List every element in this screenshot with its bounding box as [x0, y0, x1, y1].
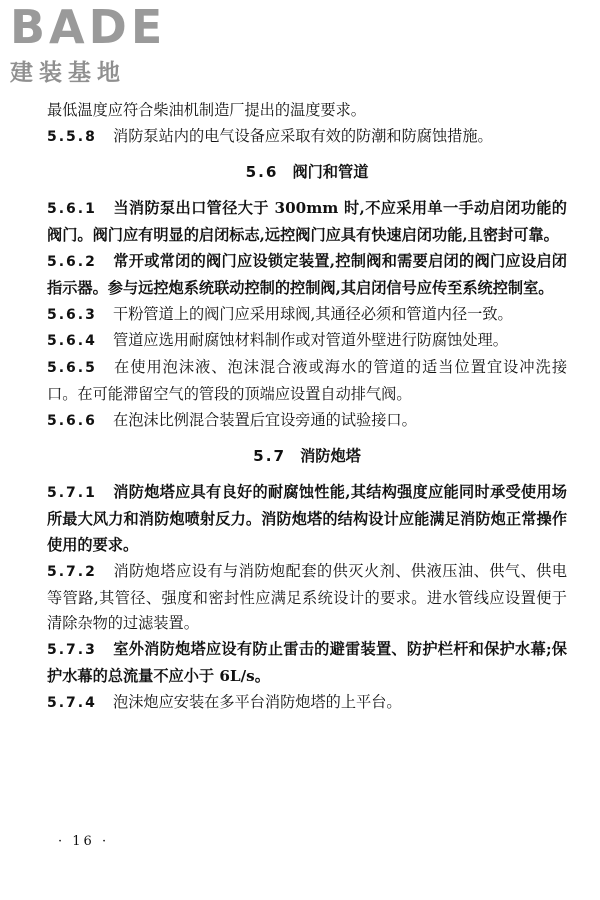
clause-5-6-3	[47, 302, 567, 329]
bade-logo	[10, 0, 180, 86]
clause-text: 室外消防炮塔应设有防止雷击的避雷装置、防护栏杆和保护水幕;保护水幕的总流量不应小于 6L/s。	[47, 640, 567, 685]
clause-5-7-3	[47, 637, 567, 690]
clause-number: 5.6.2	[47, 253, 97, 270]
continuation-text: 最低温度应符合柴油机制造厂提出的温度要求。	[47, 101, 366, 119]
section-title: 消防炮塔	[300, 446, 361, 465]
clause-text: 消防炮塔应具有良好的耐腐蚀性能,其结构强度应能同时承受使用场所最大风力和消防炮喷射反力。消防炮塔的结构设计应能满足消防炮正常操作使用的要求。	[47, 483, 567, 554]
clause-number: 5.5.8	[47, 128, 97, 145]
section-number: 5.7	[253, 446, 287, 465]
clause-number: 5.7.1	[47, 485, 97, 502]
clause-5-7-4	[47, 690, 567, 717]
section-number: 5.6	[245, 162, 279, 181]
clause-number: 5.6.3	[47, 306, 97, 323]
clause-5-6-2	[47, 249, 567, 302]
clause-text: 干粉管道上的阀门应采用球阀,其通径必须和管道内径一致。	[113, 304, 513, 323]
clause-text: 常开或常闭的阀门应设锁定装置,控制阀和需要启闭的阀门应设启闭指示器。参与远控炮系统联动控制的控制阀,其启闭信号应传至系统控制室。	[47, 251, 567, 297]
clause-number: 5.7.4	[47, 694, 97, 711]
clause-text: 在泡沫比例混合装置后宜设旁通的试验接口。	[113, 410, 417, 429]
clause-number: 5.7.2	[47, 563, 97, 580]
clause-number: 5.6.1	[47, 201, 97, 218]
clause-5-6-6	[47, 408, 567, 435]
document-page	[47, 98, 567, 717]
page-number: · 16 ·	[58, 834, 110, 849]
clause-5-7-2	[47, 559, 567, 637]
clause-text: 在使用泡沫液、泡沫混合液或海水的管道的适当位置宜设冲洗接口。在可能滞留空气的管段的顶端应设置自动排气阀。	[47, 358, 567, 403]
clause-text: 当消防泵出口管径大于 300mm 时,不应采用单一手动启闭功能的阀门。阀门应有明显的启闭标志,远控阀门应具有快速启闭功能,且密封可靠。	[47, 199, 567, 245]
clause-5-6-4	[47, 328, 567, 355]
section-title: 阀门和管道	[292, 162, 369, 181]
clause-5-5-8	[47, 124, 567, 151]
clause-5-6-5	[47, 355, 567, 408]
clause-text: 管道应选用耐腐蚀材料制作或对管道外壁进行防腐蚀处理。	[113, 331, 508, 350]
clause-number: 5.6.5	[47, 360, 97, 377]
clause-number: 5.6.6	[47, 412, 97, 429]
section-heading-5-6	[47, 160, 567, 186]
clause-number: 5.6.4	[47, 333, 97, 350]
clause-number: 5.7.3	[47, 642, 97, 659]
clause-text: 消防泵站内的电气设备应采取有效的防潮和防腐蚀措施。	[113, 126, 493, 145]
clause-5-6-1	[47, 196, 567, 249]
logo-brand: BADE	[10, 0, 167, 54]
logo-subtitle: 建装基地	[10, 60, 126, 86]
clause-5-7-1	[47, 480, 567, 558]
clause-text: 消防炮塔应设有与消防炮配套的供灭火剂、供液压油、供气、供电等管路,其管径、强度和密封性应满足系统设计的要求。进水管线应设置便于清除杂物的过滤装置。	[47, 561, 567, 633]
clause-text: 泡沫炮应安装在多平台消防炮塔的上平台。	[113, 692, 402, 711]
section-heading-5-7	[47, 444, 567, 470]
